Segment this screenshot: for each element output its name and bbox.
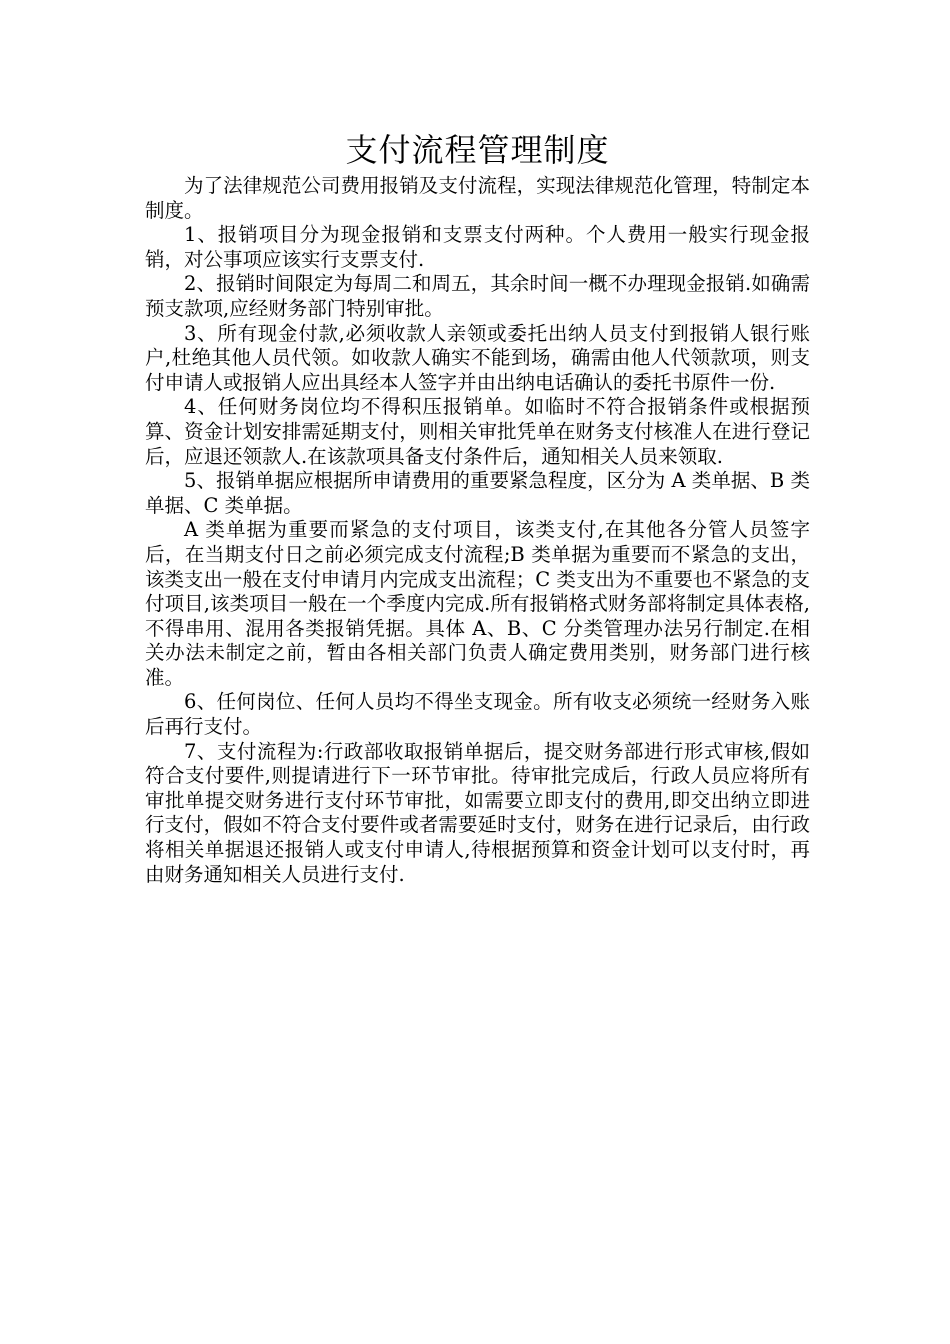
- paragraph-item-6: 6、任何岗位、任何人员均不得坐支现金。所有收支必须统一经财务入账后再行支付。: [145, 690, 810, 739]
- document-body: [145, 128, 810, 887]
- paragraph-item-3: 3、所有现金付款,必须收款人亲领或委托出纳人员支付到报销人银行账户,杜绝其他人员代领。如收款人确实不能到场，确需由他人代领款项，则支付申请人或报销人应出具经本人签字并由出纳电话确认的委托书原件一份.: [145, 321, 810, 394]
- paragraph-item-7: 7、支付流程为:行政部收取报销单据后，提交财务部进行形式审核,假如符合支付要件,则提请进行下一环节审批。待审批完成后，行政人员应将所有审批单提交财务进行支付环节审批，如需要立即支付的费用,即交出纳立即进行支付，假如不符合支付要件或者需要延时支付，财务在进行记录后，由行政将相关单据退还报销人或支付申请人,待根据预算和资金计划可以支付时，再由财务通知相关人员进行支付.: [145, 739, 810, 886]
- paragraph-item-5: 5、报销单据应根据所申请费用的重要紧急程度，区分为 A 类单据、B 类单据、C 类单据。: [145, 469, 810, 517]
- paragraph-item-5-detail: A 类单据为重要而紧急的支付项目，该类支付,在其他各分管人员签字后，在当期支付日之前必须完成支付流程;B 类单据为重要而不紧急的支出，该类支出一般在支付申请月内完成支出流程；C 类支出为不重要也不紧急的支付项目,该类项目一般在一个季度内完成.所有报销格式财务部将制定具体表格,不得串用、混用各类报销凭据。具体 A、B、C 分类管理办法另行制定.在相关办法未制定之前，暂由各相关部门负责人确定费用类别，财务部门进行核准。: [145, 518, 810, 689]
- paragraph-intro: 为了法律规范公司费用报销及支付流程，实现法律规范化管理，特制定本制度。: [145, 174, 810, 222]
- document-title: 支付流程管理制度: [345, 131, 610, 169]
- paragraph-item-2: 2、报销时间限定为每周二和周五，其余时间一概不办理现金报销.如确需预支款项,应经财务部门特别审批。: [145, 272, 810, 320]
- paragraph-item-4: 4、任何财务岗位均不得积压报销单。如临时不符合报销条件或根据预算、资金计划安排需延期支付，则相关审批凭单在财务支付核准人在进行登记后，应退还领款人.在该款项具备支付条件后，通知相关人员来领取.: [145, 395, 810, 468]
- paragraph-item-1: 1、报销项目分为现金报销和支票支付两种。个人费用一般实行现金报销，对公事项应该实行支票支付.: [145, 223, 810, 271]
